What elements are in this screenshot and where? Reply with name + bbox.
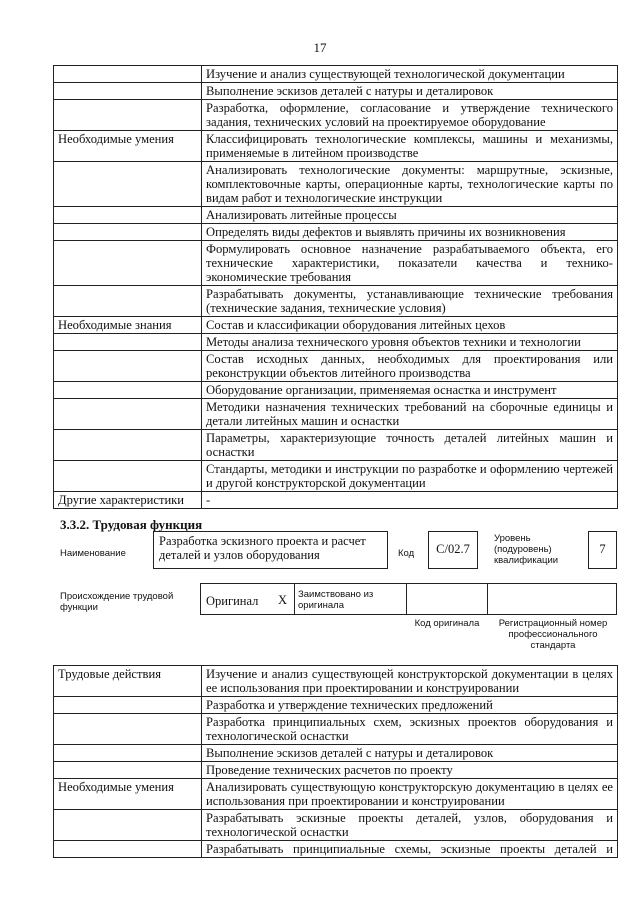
actions-label: Трудовые действия <box>54 666 202 697</box>
table-row: Анализировать литейные процессы <box>202 207 618 224</box>
empty-label-cell <box>54 100 202 131</box>
table-row: Состав исходных данных, необходимых для проектирования или реконструкции объектов литейного производства <box>202 351 618 382</box>
empty-label-cell <box>54 461 202 492</box>
reg-number-caption: Регистрационный номер профессионального стандарта <box>498 618 608 651</box>
empty-label-cell <box>54 714 202 745</box>
empty-label-cell <box>54 351 202 382</box>
skills-label: Необходимые умения <box>54 131 202 162</box>
empty-label-cell <box>54 224 202 241</box>
table-row: Изучение и анализ существующей конструкторской документации в целях ее использования при проектировании и конструировании <box>202 666 618 697</box>
table-row: Определять виды дефектов и выявлять причины их возникновения <box>202 224 618 241</box>
table-row: Формулировать основное назначение разрабатываемого объекта, его технические характеристики, показатели качества и технико-экономические требования <box>202 241 618 286</box>
table-row: Выполнение эскизов деталей с натуры и деталировок <box>202 745 618 762</box>
empty-label-cell <box>54 83 202 100</box>
table-row: Методы анализа технического уровня объектов техники и технологии <box>202 334 618 351</box>
table-row: Разрабатывать документы, устанавливающие технические требования (технические задания, технические условия) <box>202 286 618 317</box>
original-mark: X <box>278 593 288 607</box>
table-row: Параметры, характеризующие точность деталей литейных машин и оснастки <box>202 430 618 461</box>
table-row: Выполнение эскизов деталей с натуры и деталировок <box>202 83 618 100</box>
table-row: Разработка, оформление, согласование и утверждение технического задания, технических условий на проектируемое оборудование <box>202 100 618 131</box>
competency-table-2 <box>53 665 618 858</box>
section-heading: 3.3.2. Трудовая функция <box>60 517 203 532</box>
code-label: Код <box>398 548 415 559</box>
table-row: Проведение технических расчетов по проекту <box>202 762 618 779</box>
table-row: Разрабатывать эскизные проекты деталей, узлов, оборудования и технологической оснастки <box>202 810 618 841</box>
empty-label-cell <box>54 762 202 779</box>
empty-label-cell <box>54 286 202 317</box>
empty-label-cell <box>54 430 202 461</box>
empty-label-cell <box>54 334 202 351</box>
empty-label-cell <box>54 697 202 714</box>
table-row: Разрабатывать принципиальные схемы, эскизные проекты деталей и <box>202 841 618 858</box>
table-row: Классифицировать технологические комплексы, машины и механизмы, применяемые в литейном производстве <box>202 131 618 162</box>
table-row: Анализировать технологические документы: маршрутные, эскизные, комплектовочные карты, операционные карты, технологические карты по видам работ и технологические инструкции <box>202 162 618 207</box>
table-row: Стандарты, методики и инструкции по разработке и оформлению чертежей и другой конструкторской документации <box>202 461 618 492</box>
other-characteristics-value: - <box>202 492 618 509</box>
level-value: 7 <box>599 542 606 556</box>
name-label: Наименование <box>60 548 126 559</box>
code-value: C/02.7 <box>436 542 470 556</box>
competency-table-1 <box>53 65 618 509</box>
other-characteristics-label: Другие характеристики <box>54 492 202 509</box>
empty-label-cell <box>54 382 202 399</box>
empty-label-cell <box>54 207 202 224</box>
skills-label: Необходимые умения <box>54 779 202 810</box>
code-original-caption: Код оригинала <box>414 618 480 629</box>
empty-label-cell <box>54 745 202 762</box>
level-label: Уровень (подуровень) квалификации <box>494 533 559 566</box>
table-row: Оборудование организации, применяемая оснастка и инструмент <box>202 382 618 399</box>
table-row: Разработка и утверждение технических предложений <box>202 697 618 714</box>
empty-label-cell <box>54 241 202 286</box>
empty-label-cell <box>54 399 202 430</box>
empty-label-cell <box>54 162 202 207</box>
table-row: Методики назначения технических требований на сборочные единицы и детали литейных машин и оснастки <box>202 399 618 430</box>
empty-label-cell <box>54 66 202 83</box>
empty-label-cell <box>54 810 202 841</box>
reg-number-box <box>487 583 617 615</box>
table-row: Анализировать существующую конструкторскую документацию в целях ее использования при проектировании и конструировании <box>202 779 618 810</box>
table-row: Разработка принципиальных схем, эскизных проектов оборудования и технологической оснастки <box>202 714 618 745</box>
knowledge-label: Необходимые знания <box>54 317 202 334</box>
empty-label-cell <box>54 841 202 858</box>
original-label: Оригинал <box>206 594 259 608</box>
code-original-box <box>406 583 488 615</box>
table-row: Изучение и анализ существующей технологической документации <box>202 66 618 83</box>
table-row: Состав и классификации оборудования литейных цехов <box>202 317 618 334</box>
origin-label: Происхождение трудовой функции <box>60 591 174 613</box>
borrowed-label: Заимствовано из оригинала <box>298 589 374 611</box>
name-value: Разработка эскизного проекта и расчет деталей и узлов оборудования <box>159 534 366 562</box>
page-number: 17 <box>313 40 327 55</box>
